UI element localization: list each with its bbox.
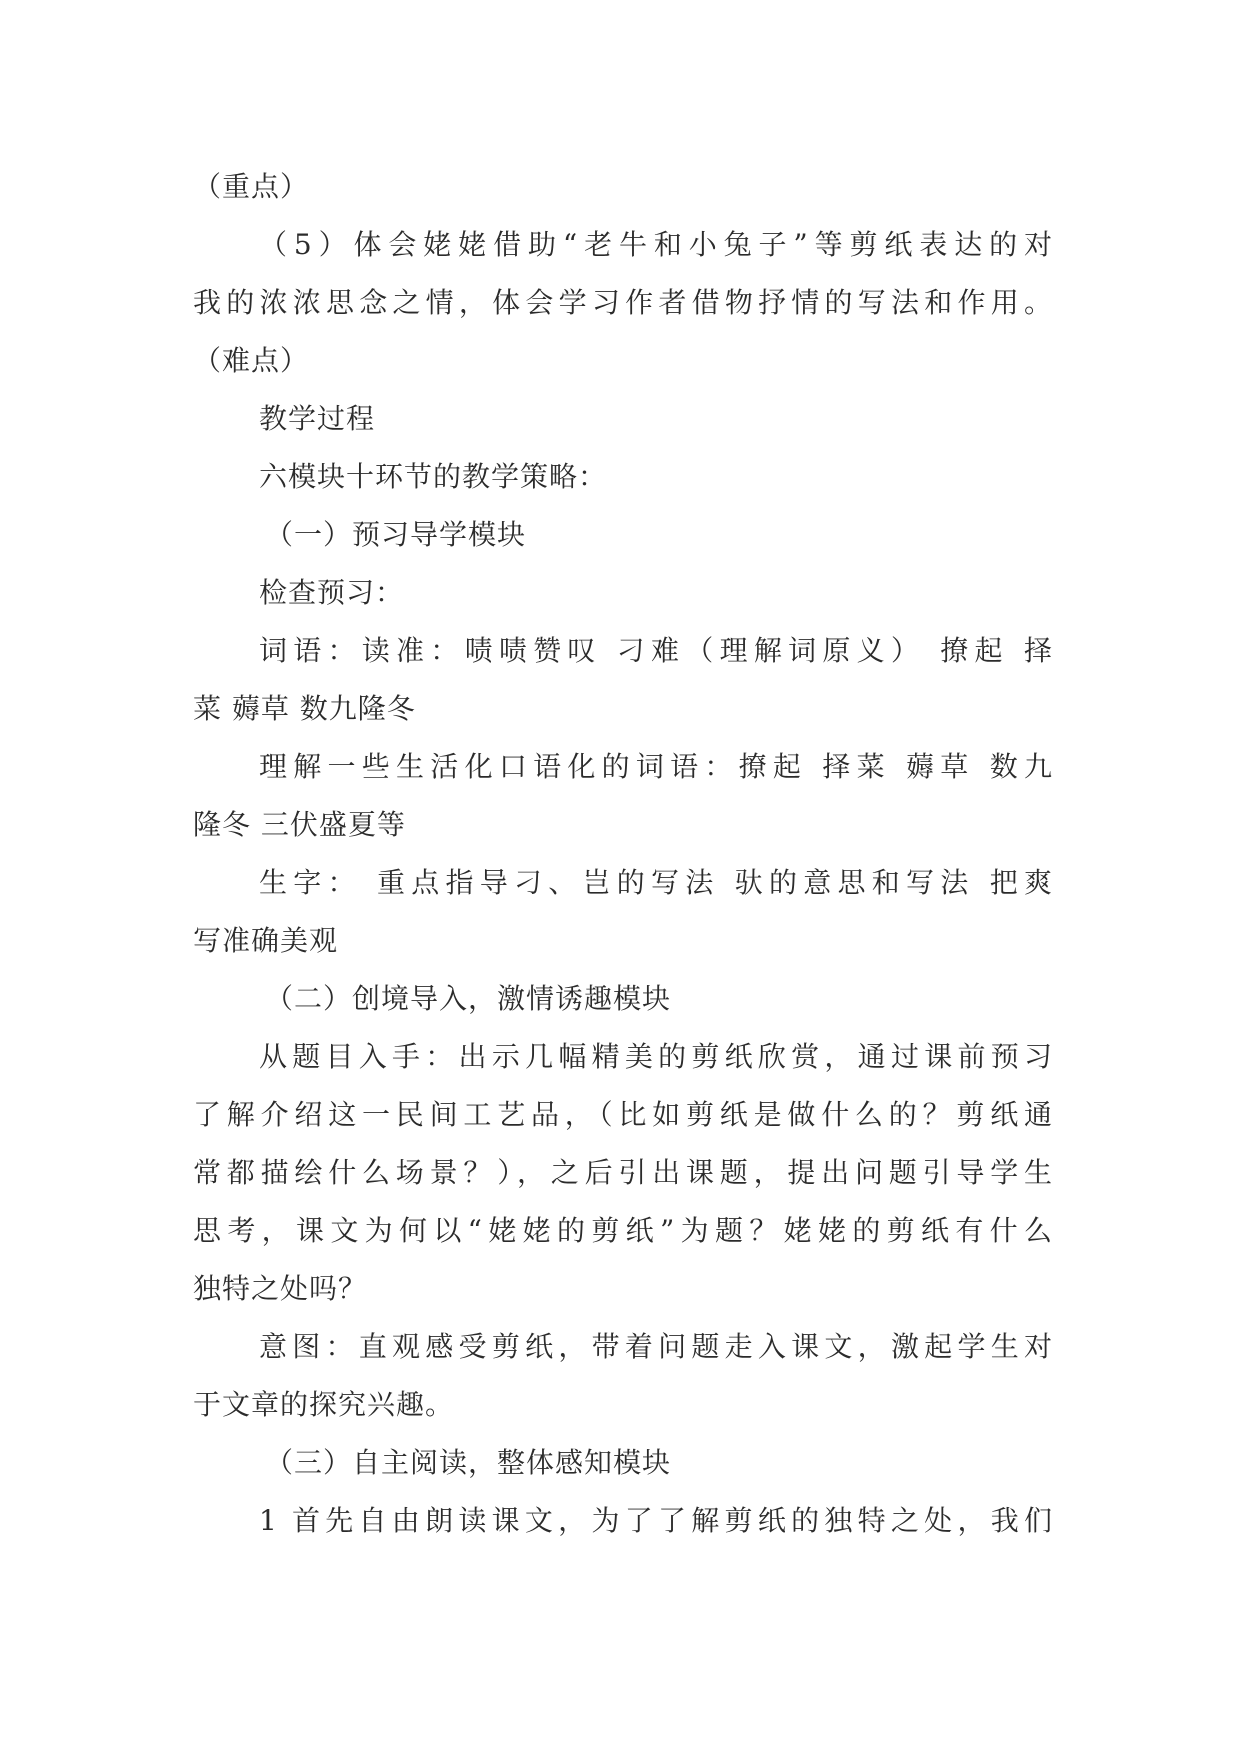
text-line: 思考，课文为何以“姥姥的剪纸”为题？姥姥的剪纸有什么 [193, 1214, 1053, 1247]
text-line: （重点） [193, 170, 310, 203]
text-line: 菜 薅草 数九隆冬 [193, 692, 416, 725]
text-line: 理解一些生活化口语化的词语：撩起 择菜 薅草 数九 [259, 750, 1053, 783]
text-line: 写准确美观 [193, 924, 339, 957]
text-line: 独特之处吗？ [193, 1272, 368, 1305]
text-line: 教学过程 [259, 402, 376, 435]
text-line: 我的浓浓思念之情，体会学习作者借物抒情的写法和作用。 [193, 286, 1053, 319]
text-line: （5）体会姥姥借助“老牛和小兔子”等剪纸表达的对 [259, 228, 1053, 261]
text-line: 常都描绘什么场景？），之后引出课题，提出问题引导学生 [193, 1156, 1053, 1189]
text-line: 检查预习： [259, 576, 405, 609]
text-line: 隆冬 三伏盛夏等 [193, 808, 406, 841]
text-line: 1 首先自由朗读课文，为了了解剪纸的独特之处，我们 [259, 1504, 1053, 1537]
text-line: 六模块十环节的教学策略： [259, 460, 608, 493]
text-line: 意图：直观感受剪纸，带着问题走入课文，激起学生对 [259, 1330, 1053, 1363]
text-line: 从题目入手：出示几幅精美的剪纸欣赏，通过课前预习 [259, 1040, 1053, 1073]
text-line: （难点） [193, 344, 310, 377]
text-line: 生字： 重点指导刁、岂的写法 驮的意思和写法 把爽 [259, 866, 1053, 899]
text-line: （三）自主阅读，整体感知模块 [265, 1446, 672, 1479]
text-line: 词语：读准：啧啧赞叹 刁难（理解词原义） 撩起 择 [259, 634, 1053, 667]
text-line: 了解介绍这一民间工艺品，（比如剪纸是做什么的？剪纸通 [193, 1098, 1053, 1131]
text-line: （二）创境导入，激情诱趣模块 [265, 982, 672, 1015]
text-line: 于文章的探究兴趣。 [193, 1388, 455, 1421]
text-line: （一）预习导学模块 [265, 518, 527, 551]
document-body [193, 158, 1053, 1550]
